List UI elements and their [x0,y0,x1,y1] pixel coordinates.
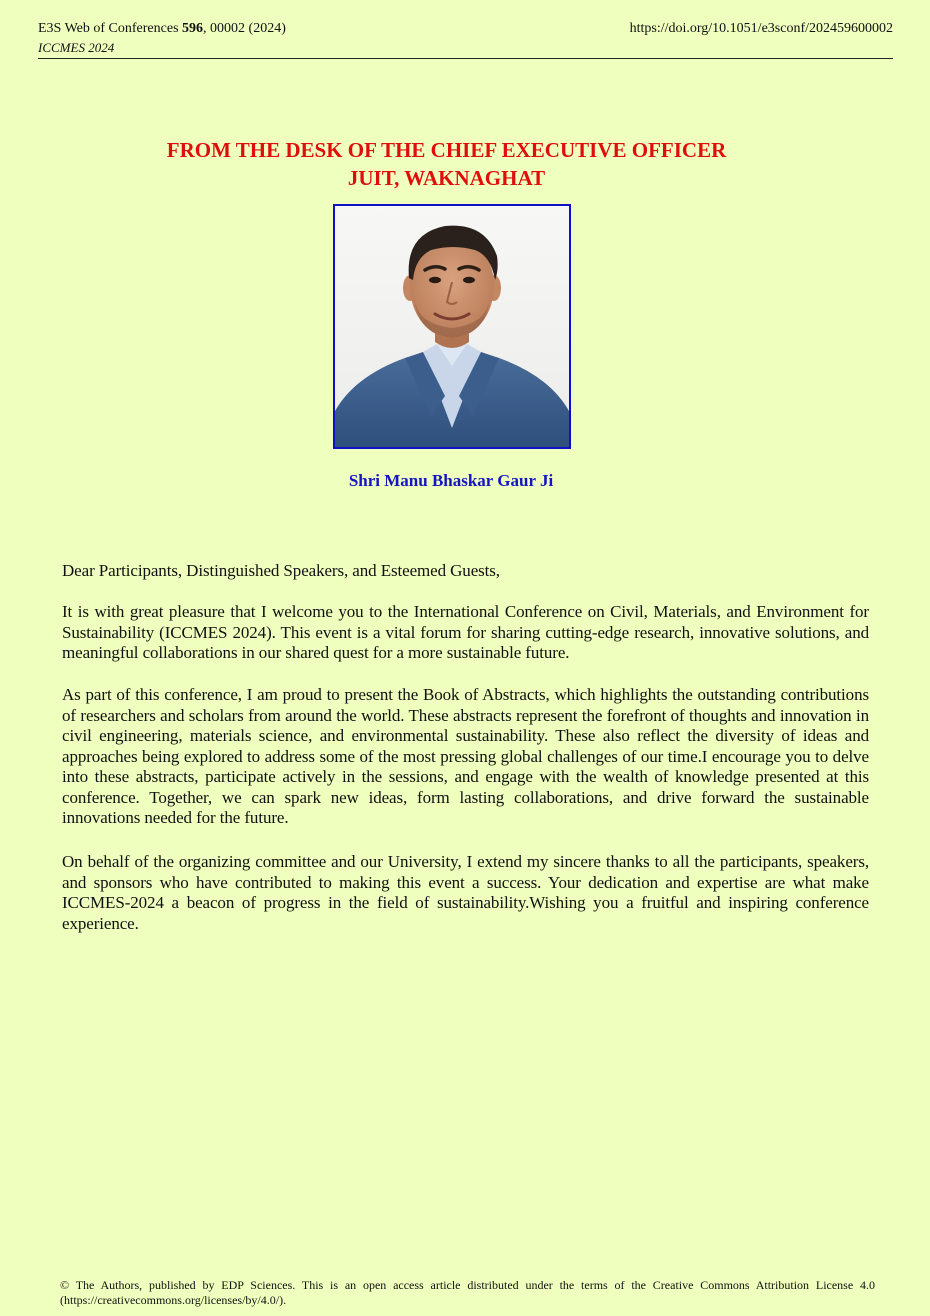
journal-prefix: E3S Web of Conferences [38,21,183,36]
conference-name: ICCMES 2024 [38,40,115,55]
header-divider [38,58,893,59]
salutation: Dear Participants, Distinguished Speakers, and Esteemed Guests, [62,561,500,580]
portrait-caption-name: Shri Manu Bhaskar Gaur Ji [348,471,554,490]
running-header [38,20,286,57]
journal-suffix: , 00002 (2024) [203,21,286,36]
journal-volume: 596 [182,21,204,36]
message-paragraph-2: As part of this conference, I am proud to present the Book of Abstracts, which highlights the outstanding contributions of researchers and scholars from around the world. These abstracts represent the forefront of thoughts and innovation in civil engineering, materials science, and environmental sustainability. These also reflect the diversity of ideas and approaches being explored to address some of the most pressing global challenges of our time.I encourage you to delve into these abstracts, participate actively in the sessions, and engage with the wealth of knowledge presented at this conference. Together, we can spark new ideas, form lasting collaborations, and drive forward the sustainable innovations needed for the future. [62,685,869,827]
portrait-illustration [335,206,569,447]
journal-citation [38,20,286,38]
message-paragraph-3: On behalf of the organizing committee and our University, I extend my sincere thanks to all the participants, speakers, and sponsors who have contributed to making this event a success. Your dedication and expertise are what make ICCMES-2024 a beacon of progress in the field of sustainability.Wishing you a fruitful and inspiring conference experience. [62,852,869,933]
license-footer: © The Authors, published by EDP Sciences. This is an open access article distributed under the terms of the Creative Commons Attribution License 4.0 (https://creativecommons.org/licenses/by/4.0/). [60,1278,875,1307]
page-title-line-2: JUIT, WAKNAGHAT [347,166,546,190]
page-title-line-1: FROM THE DESK OF THE CHIEF EXECUTIVE OFFICER [166,138,727,162]
doi-link[interactable]: https://doi.org/10.1051/e3sconf/202459600002 [629,21,893,36]
message-paragraph-1: It is with great pleasure that I welcome you to the International Conference on Civil, Materials, and Environment for Sustainability (ICCMES 2024). This event is a vital forum for sharing cutting-edge research, innovative solutions, and meaningful collaborations in our shared quest for a more sustainable future. [62,602,869,662]
portrait-photo [333,204,571,449]
